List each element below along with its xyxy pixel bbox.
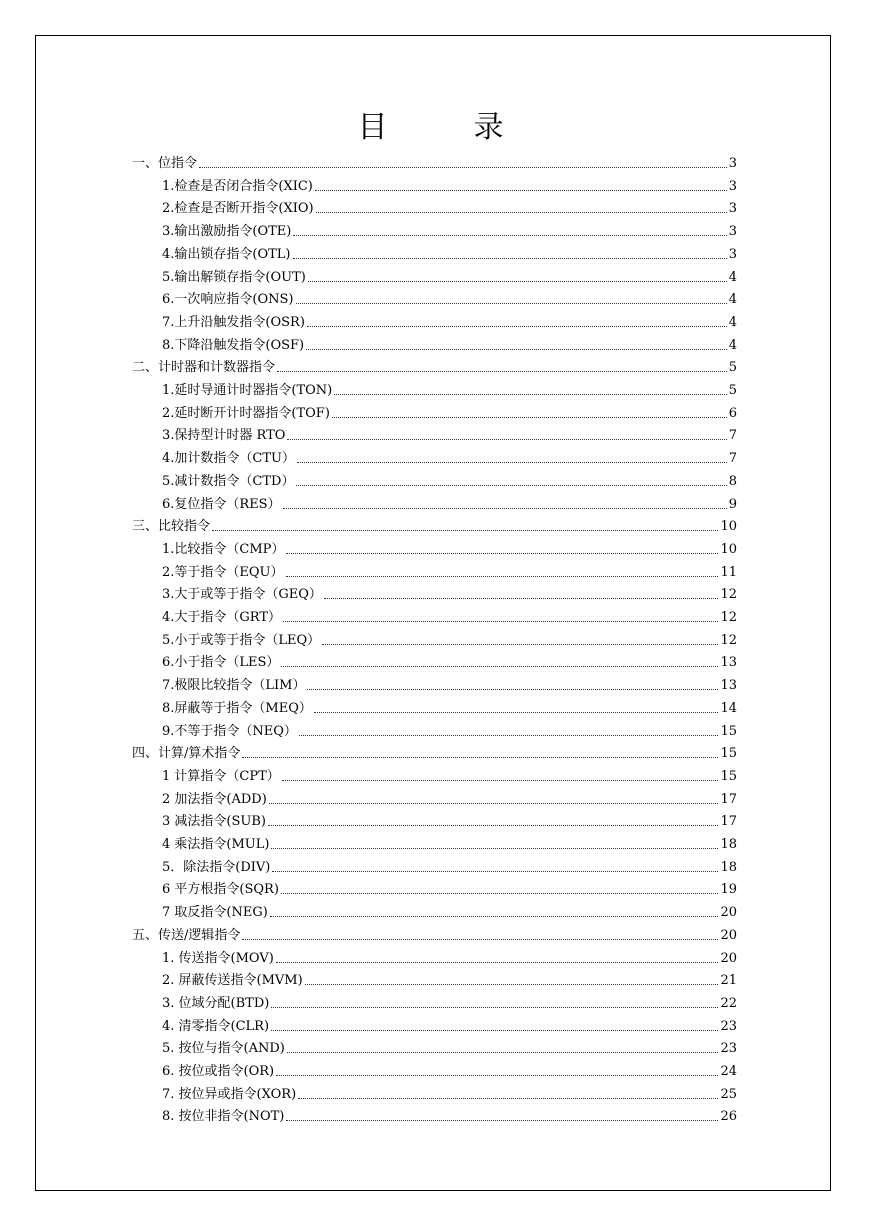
toc-page-number: 20 xyxy=(720,905,737,921)
toc-page-number: 25 xyxy=(720,1086,737,1102)
dot-leader xyxy=(287,439,726,440)
toc-page-number: 4 xyxy=(728,269,737,285)
toc-page-number: 10 xyxy=(720,519,737,535)
toc-entry-label: 2.延时断开计时器指令(TOF) xyxy=(162,405,330,421)
toc-page-number: 20 xyxy=(720,950,737,966)
dot-leader xyxy=(199,167,727,168)
toc-page-number: 12 xyxy=(720,632,737,648)
toc-entry[interactable] xyxy=(162,288,737,308)
toc-page-number: 18 xyxy=(720,859,737,875)
toc-page-number: 3 xyxy=(728,156,737,171)
dot-leader xyxy=(305,984,719,985)
toc-entry[interactable] xyxy=(162,720,737,740)
toc-page-number: 13 xyxy=(720,678,737,694)
toc-entry-label: 6.一次响应指令(ONS) xyxy=(162,292,294,308)
dot-leader xyxy=(277,371,727,372)
dot-leader xyxy=(286,1120,718,1121)
toc-entry-label: 3 减法指令(SUB) xyxy=(162,814,266,830)
dot-leader xyxy=(307,326,727,327)
dot-leader xyxy=(271,848,718,849)
dot-leader xyxy=(242,939,718,940)
toc-entry[interactable] xyxy=(162,379,737,399)
toc-entry-label: 五、传送/逻辑指令 xyxy=(132,927,241,943)
dot-leader xyxy=(308,281,727,282)
toc-entry[interactable] xyxy=(162,1105,737,1125)
toc-page-number: 3 xyxy=(728,224,737,240)
toc-page-number: 10 xyxy=(720,541,737,557)
toc-entry-label: 1.延时导通计时器指令(TON) xyxy=(162,383,333,398)
toc-entry[interactable] xyxy=(162,583,737,603)
toc-entry[interactable] xyxy=(162,606,737,626)
toc-entry[interactable] xyxy=(162,334,737,354)
dot-leader xyxy=(282,780,719,781)
dot-leader xyxy=(316,212,727,213)
toc-entry[interactable] xyxy=(162,833,737,853)
toc-page-number: 15 xyxy=(720,723,737,739)
toc-entry-label: 3.输出激励指令(OTE) xyxy=(162,224,292,240)
dot-leader xyxy=(296,485,726,486)
toc-entry-label: 1.检查是否闭合指令(XIC) xyxy=(162,178,313,194)
dot-leader xyxy=(286,576,719,577)
toc-entry[interactable] xyxy=(162,266,737,286)
dot-leader xyxy=(283,621,718,622)
dot-leader xyxy=(270,916,719,917)
toc-entry-label: 5.减计数指令（CTD） xyxy=(162,473,295,489)
toc-page-number: 19 xyxy=(720,882,737,898)
toc-page-number: 9 xyxy=(728,496,737,512)
dot-leader xyxy=(298,1098,718,1099)
toc-page-number: 3 xyxy=(728,178,737,194)
toc-page-number: 23 xyxy=(720,1018,737,1034)
toc-page-number: 7 xyxy=(728,451,737,467)
toc-entry-label: 二、计时器和计数器指令 xyxy=(132,360,276,376)
dot-leader xyxy=(324,598,719,599)
toc-entry[interactable] xyxy=(162,493,737,513)
toc-section-entry[interactable] xyxy=(132,924,737,944)
toc-entry[interactable] xyxy=(162,674,737,694)
toc-page-number: 4 xyxy=(728,292,737,308)
toc-page-number: 12 xyxy=(720,610,737,625)
toc-entry[interactable] xyxy=(162,197,737,217)
dot-leader xyxy=(269,803,719,804)
dot-leader xyxy=(334,394,726,395)
toc-page-number: 7 xyxy=(728,428,737,444)
toc-page-number: 13 xyxy=(720,655,737,671)
toc-entry[interactable] xyxy=(162,175,737,195)
toc-entry-label: 6 平方根指令(SQR) xyxy=(162,882,279,898)
toc-entry-label: 2 加法指令(ADD) xyxy=(162,791,267,807)
toc-entry-label: 2.等于指令（EQU） xyxy=(162,564,284,580)
toc-entry[interactable] xyxy=(162,901,737,921)
toc-page-number: 14 xyxy=(720,700,737,716)
dot-leader xyxy=(281,666,718,667)
toc-entry-label: 4.加计数指令（CTU） xyxy=(162,451,295,467)
dot-leader xyxy=(299,735,719,736)
toc-page-number: 24 xyxy=(720,1064,737,1079)
toc-entry-label: 8.下降沿触发指令(OSF) xyxy=(162,337,305,353)
toc-page-number: 3 xyxy=(728,201,737,217)
dot-leader xyxy=(281,893,719,894)
toc-entry[interactable] xyxy=(162,651,737,671)
toc-entry-label: 一、位指令 xyxy=(132,156,198,171)
toc-entry-label: 6.小于指令（LES） xyxy=(162,655,280,671)
toc-page-number: 5 xyxy=(728,360,737,376)
toc-entry-label: 7.极限比较指令（LIM） xyxy=(162,678,306,694)
toc-entry-label: 7.上升沿触发指令(OSR) xyxy=(162,314,305,330)
toc-page-number: 4 xyxy=(728,337,737,353)
toc-entry-label: 4 乘法指令(MUL) xyxy=(162,837,270,852)
toc-entry[interactable] xyxy=(162,1037,737,1057)
toc-entry-label: 4. 清零指令(CLR) xyxy=(162,1018,270,1034)
dot-leader xyxy=(271,1007,718,1008)
toc-entry[interactable] xyxy=(162,311,737,331)
dot-leader xyxy=(315,190,727,191)
toc-entry[interactable] xyxy=(162,220,737,240)
toc-entry[interactable] xyxy=(162,856,737,876)
toc-page-number: 6 xyxy=(728,405,737,421)
dot-leader xyxy=(286,553,718,554)
toc-entry-label: 四、计算/算术指令 xyxy=(132,746,241,762)
toc-entry[interactable] xyxy=(162,1060,737,1080)
toc-entry-label: 1.比较指令（CMP） xyxy=(162,541,285,557)
toc-entry[interactable] xyxy=(162,765,737,785)
toc-entry-label: 6.复位指令（RES） xyxy=(162,496,281,512)
toc-page-number: 15 xyxy=(720,768,737,784)
dot-leader xyxy=(332,417,727,418)
dot-leader xyxy=(306,349,727,350)
toc-page-number: 26 xyxy=(720,1109,737,1125)
toc-entry-label: 9.不等于指令（NEQ） xyxy=(162,723,297,739)
toc-entry[interactable] xyxy=(162,810,737,830)
toc-entry[interactable] xyxy=(162,561,737,581)
toc-entry-label: 7. 按位异或指令(XOR) xyxy=(162,1086,297,1102)
toc-page-number: 8 xyxy=(728,473,737,489)
toc-entry[interactable] xyxy=(162,969,737,989)
toc-entry-label: 1 计算指令（CPT） xyxy=(162,768,280,784)
toc-entry[interactable] xyxy=(162,424,737,444)
toc-entry[interactable] xyxy=(162,878,737,898)
toc-page-number: 11 xyxy=(720,564,737,580)
toc-page-number: 17 xyxy=(720,814,737,830)
toc-entry[interactable] xyxy=(162,243,737,263)
dot-leader xyxy=(271,1030,718,1031)
toc-entry[interactable] xyxy=(162,538,737,558)
toc-entry-label: 5.输出解锁存指令(OUT) xyxy=(162,269,306,285)
toc-entry-label: 3.大于或等于指令（GEQ） xyxy=(162,587,322,603)
toc-section-entry[interactable] xyxy=(132,742,737,762)
toc-entry-label: 5.小于或等于指令（LEQ） xyxy=(162,632,321,648)
dot-leader xyxy=(272,871,718,872)
page-title: 目 录 xyxy=(357,110,532,145)
toc-entry[interactable] xyxy=(162,447,737,467)
toc-entry-label: 5. 按位与指令(AND) xyxy=(162,1041,285,1057)
toc-entry-label: 6. 按位或指令(OR) xyxy=(162,1064,275,1079)
toc-entry-label: 8.屏蔽等于指令（MEQ） xyxy=(162,700,312,716)
toc-entry-label: 4.大于指令（GRT） xyxy=(162,610,282,625)
dot-leader xyxy=(287,1052,719,1053)
toc-section-entry[interactable] xyxy=(132,356,737,376)
toc-page-number: 5 xyxy=(728,383,737,398)
toc-entry-label: 8. 按位非指令(NOT) xyxy=(162,1109,285,1125)
toc-entry[interactable] xyxy=(162,1015,737,1035)
toc-page-number: 4 xyxy=(728,314,737,330)
toc-entry-label: 三、比较指令 xyxy=(132,519,211,535)
toc-entry[interactable] xyxy=(162,992,737,1012)
toc-entry[interactable] xyxy=(162,947,737,967)
dot-leader xyxy=(268,825,718,826)
toc-entry-label: 5．除法指令(DIV) xyxy=(162,859,271,875)
dot-leader xyxy=(322,644,718,645)
dot-leader xyxy=(293,235,726,236)
dot-leader xyxy=(307,689,718,690)
dot-leader xyxy=(242,757,718,758)
toc-entry[interactable] xyxy=(162,402,737,422)
toc-entry-label: 3.保持型计时器 RTO xyxy=(162,428,286,444)
toc-page-number: 23 xyxy=(720,1041,737,1057)
toc-entry-label: 7 取反指令(NEG) xyxy=(162,905,268,921)
toc-entry-label: 2.检查是否断开指令(XIO) xyxy=(162,201,314,217)
dot-leader xyxy=(314,712,719,713)
dot-leader xyxy=(283,508,727,509)
dot-leader xyxy=(293,258,727,259)
toc-entry[interactable] xyxy=(162,788,737,808)
dot-leader xyxy=(276,1075,718,1076)
dot-leader xyxy=(296,303,727,304)
toc-entry[interactable] xyxy=(162,697,737,717)
toc-page-number: 21 xyxy=(720,973,737,989)
dot-leader xyxy=(212,530,718,531)
toc-page-number: 18 xyxy=(720,837,737,852)
toc-entry-label: 4.输出锁存指令(OTL) xyxy=(162,246,291,262)
toc-entry[interactable] xyxy=(162,470,737,490)
toc-page-number: 17 xyxy=(720,791,737,807)
toc-page-number: 15 xyxy=(720,746,737,762)
toc-page-number: 22 xyxy=(720,995,737,1011)
toc-entry[interactable] xyxy=(162,1083,737,1103)
toc-section-entry[interactable] xyxy=(132,515,737,535)
toc-page-number: 12 xyxy=(720,587,737,603)
toc-entry-label: 1. 传送指令(MOV) xyxy=(162,950,274,966)
toc-entry-label: 3. 位域分配(BTD) xyxy=(162,995,270,1011)
toc-entry[interactable] xyxy=(162,629,737,649)
dot-leader xyxy=(276,962,719,963)
toc-entry-label: 2. 屏蔽传送指令(MVM) xyxy=(162,973,303,989)
toc-section-entry[interactable] xyxy=(132,152,737,172)
toc-page-number: 3 xyxy=(728,246,737,262)
dot-leader xyxy=(297,462,727,463)
toc-page-number: 20 xyxy=(720,927,737,943)
